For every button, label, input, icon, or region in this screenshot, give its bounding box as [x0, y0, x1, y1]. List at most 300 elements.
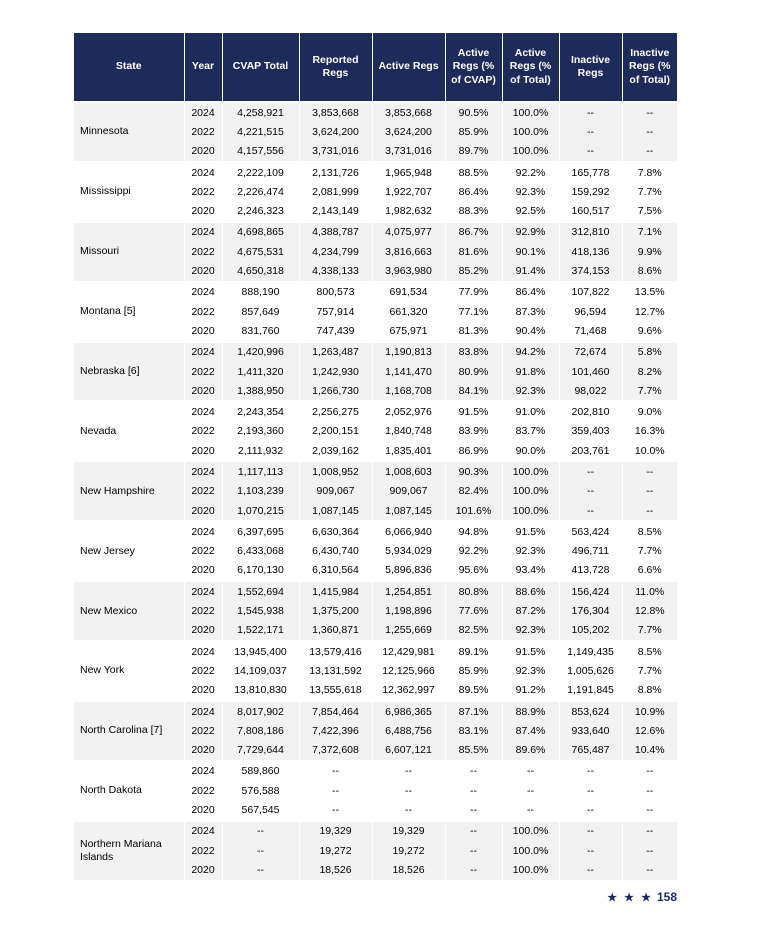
table-cell: 3,731,016 — [372, 142, 445, 162]
table-cell: 2020 — [184, 800, 222, 820]
table-cell: 19,272 — [372, 841, 445, 860]
table-cell: 203,761 — [559, 441, 622, 461]
table-cell: 1,411,320 — [222, 362, 299, 381]
column-header: Inactive Regs (% of Total) — [622, 33, 677, 102]
table-cell: -- — [622, 781, 677, 800]
state-group — [74, 701, 677, 761]
table-cell: 81.6% — [445, 242, 502, 261]
table-cell: 12.8% — [622, 601, 677, 620]
table-cell: 4,157,556 — [222, 142, 299, 162]
table-cell: 91.5% — [502, 521, 559, 541]
table-cell: 2024 — [184, 222, 222, 242]
table-cell: 1,117,113 — [222, 461, 299, 481]
table-cell: 83.8% — [445, 342, 502, 362]
table-cell: 92.3% — [502, 381, 559, 401]
table-row — [74, 222, 677, 242]
table-cell: 3,853,668 — [372, 102, 445, 122]
table-cell: 13.5% — [622, 282, 677, 302]
table-cell: 1,087,145 — [372, 501, 445, 521]
table-cell: 86.9% — [445, 441, 502, 461]
table-cell: 13,131,592 — [299, 661, 372, 680]
table-cell: 1,103,239 — [222, 482, 299, 501]
table-cell: 576,588 — [222, 781, 299, 800]
table-cell: 86.4% — [502, 282, 559, 302]
table-cell: 91.5% — [502, 641, 559, 661]
table-cell: -- — [222, 841, 299, 860]
table-cell: 1,141,470 — [372, 362, 445, 381]
table-cell: 100.0% — [502, 461, 559, 481]
table-cell: -- — [299, 781, 372, 800]
table-cell: 12,362,997 — [372, 681, 445, 701]
state-name: Montana [5] — [74, 282, 184, 342]
table-cell: 1,982,632 — [372, 201, 445, 221]
table-row — [74, 701, 677, 721]
state-group — [74, 821, 677, 880]
table-cell: 3,624,200 — [372, 122, 445, 141]
table-cell: 7.1% — [622, 222, 677, 242]
table-cell: -- — [445, 860, 502, 879]
table-cell: 2022 — [184, 122, 222, 141]
table-cell: 14,109,037 — [222, 661, 299, 680]
table-cell: -- — [622, 860, 677, 879]
column-header: Year — [184, 33, 222, 102]
table-cell: 8.5% — [622, 521, 677, 541]
table-cell: -- — [445, 761, 502, 781]
table-cell: 88.6% — [502, 581, 559, 601]
column-header: Inactive Regs — [559, 33, 622, 102]
table-cell: 7.7% — [622, 381, 677, 401]
table-cell: 91.4% — [502, 261, 559, 281]
table-cell: 4,234,799 — [299, 242, 372, 261]
table-cell: 1,522,171 — [222, 621, 299, 641]
table-cell: 87.1% — [445, 701, 502, 721]
table-cell: 1,266,730 — [299, 381, 372, 401]
table-cell: 101,460 — [559, 362, 622, 381]
table-cell: 6,630,364 — [299, 521, 372, 541]
table-cell: 6,066,940 — [372, 521, 445, 541]
table-cell: 100.0% — [502, 102, 559, 122]
table-cell: 16.3% — [622, 422, 677, 441]
column-header: Active Regs — [372, 33, 445, 102]
state-name: Minnesota — [74, 102, 184, 162]
table-cell: 4,675,531 — [222, 242, 299, 261]
table-cell: 6,310,564 — [299, 561, 372, 581]
state-name: New Hampshire — [74, 461, 184, 521]
table-cell: 4,221,515 — [222, 122, 299, 141]
table-cell: 2024 — [184, 641, 222, 661]
table-cell: 2,143,149 — [299, 201, 372, 221]
table-cell: 2,246,323 — [222, 201, 299, 221]
table-cell: 2020 — [184, 621, 222, 641]
table-cell: 909,067 — [299, 482, 372, 501]
table-cell: -- — [559, 501, 622, 521]
table-cell: 7,422,396 — [299, 721, 372, 740]
table-cell: 8.2% — [622, 362, 677, 381]
table-cell: 7.7% — [622, 542, 677, 561]
table-cell: 88.9% — [502, 701, 559, 721]
table-cell: 2,081,999 — [299, 182, 372, 201]
table-cell: 359,403 — [559, 422, 622, 441]
table-cell: -- — [622, 800, 677, 820]
table-cell: 1,375,200 — [299, 601, 372, 620]
table-cell: 5.8% — [622, 342, 677, 362]
state-group — [74, 401, 677, 461]
table-cell: -- — [372, 761, 445, 781]
table-cell: 1,087,145 — [299, 501, 372, 521]
table-cell: -- — [622, 761, 677, 781]
state-group — [74, 162, 677, 222]
table-cell: 85.9% — [445, 122, 502, 141]
table-cell: 13,945,400 — [222, 641, 299, 661]
table-cell: 92.3% — [502, 182, 559, 201]
table-cell: 3,853,668 — [299, 102, 372, 122]
table-cell: 1,198,896 — [372, 601, 445, 620]
state-name: New York — [74, 641, 184, 701]
table-cell: 83.7% — [502, 422, 559, 441]
table-cell: 1,005,626 — [559, 661, 622, 680]
table-cell: 7.8% — [622, 162, 677, 182]
table-cell: 4,698,865 — [222, 222, 299, 242]
table-cell: 100.0% — [502, 482, 559, 501]
state-group — [74, 342, 677, 402]
table-cell: 857,649 — [222, 302, 299, 321]
table-cell: 91.8% — [502, 362, 559, 381]
table-cell: 2020 — [184, 561, 222, 581]
table-cell: 1,835,401 — [372, 441, 445, 461]
table-cell: 2,131,726 — [299, 162, 372, 182]
table-cell: 92.3% — [502, 661, 559, 680]
page-footer — [607, 890, 677, 904]
column-header: Reported Regs — [299, 33, 372, 102]
table-cell: -- — [559, 142, 622, 162]
table-cell: -- — [559, 800, 622, 820]
table-cell: 159,292 — [559, 182, 622, 201]
table-cell: 90.3% — [445, 461, 502, 481]
table-cell: -- — [622, 102, 677, 122]
table-cell: 2022 — [184, 601, 222, 620]
table-cell: 2020 — [184, 501, 222, 521]
table-cell: 6,488,756 — [372, 721, 445, 740]
table-cell: 81.3% — [445, 321, 502, 341]
table-cell: 1,420,996 — [222, 342, 299, 362]
table-cell: 7,854,464 — [299, 701, 372, 721]
table-cell: 176,304 — [559, 601, 622, 620]
table-cell: 10.4% — [622, 741, 677, 761]
table-cell: -- — [299, 800, 372, 820]
table-cell: 1,008,603 — [372, 461, 445, 481]
table-cell: 202,810 — [559, 401, 622, 421]
table-cell: 675,971 — [372, 321, 445, 341]
header-row — [74, 33, 677, 102]
table-cell: 1,388,950 — [222, 381, 299, 401]
table-cell: 100.0% — [502, 821, 559, 841]
table-cell: 2,193,360 — [222, 422, 299, 441]
table-cell: -- — [559, 102, 622, 122]
table-cell: 4,650,318 — [222, 261, 299, 281]
table-cell: 85.2% — [445, 261, 502, 281]
table-cell: -- — [502, 781, 559, 800]
registration-table — [74, 33, 677, 880]
table-cell: 1,254,851 — [372, 581, 445, 601]
table-cell: 1,191,845 — [559, 681, 622, 701]
table-cell: 6,433,068 — [222, 542, 299, 561]
table-row — [74, 461, 677, 481]
table-cell: 2024 — [184, 282, 222, 302]
table-cell: 3,731,016 — [299, 142, 372, 162]
table-cell: 19,329 — [372, 821, 445, 841]
table-cell: 888,190 — [222, 282, 299, 302]
table-cell: 7,372,608 — [299, 741, 372, 761]
table-cell: -- — [559, 841, 622, 860]
table-cell: 312,810 — [559, 222, 622, 242]
table-cell: 94.8% — [445, 521, 502, 541]
table-cell: 2,243,354 — [222, 401, 299, 421]
table-cell: 2022 — [184, 302, 222, 321]
table-cell: 100.0% — [502, 860, 559, 879]
table-cell: 2022 — [184, 542, 222, 561]
state-name: Nebraska [6] — [74, 342, 184, 402]
table-cell: -- — [372, 800, 445, 820]
table-cell: 107,822 — [559, 282, 622, 302]
table-cell: 2020 — [184, 860, 222, 879]
table-cell: 89.7% — [445, 142, 502, 162]
table-cell: 96,594 — [559, 302, 622, 321]
table-cell: 12,429,981 — [372, 641, 445, 661]
table-cell: 13,555,618 — [299, 681, 372, 701]
table-cell: 2022 — [184, 482, 222, 501]
table-cell: 2020 — [184, 381, 222, 401]
table-cell: 6,430,740 — [299, 542, 372, 561]
table-cell: 2024 — [184, 761, 222, 781]
table-cell: 2024 — [184, 401, 222, 421]
table-cell: 2024 — [184, 581, 222, 601]
table-cell: 2020 — [184, 261, 222, 281]
state-name: Northern Mariana Islands — [74, 821, 184, 880]
table-cell: 94.2% — [502, 342, 559, 362]
table-cell: 2020 — [184, 681, 222, 701]
table-cell: 3,624,200 — [299, 122, 372, 141]
table-cell: -- — [622, 841, 677, 860]
table-cell: 84.1% — [445, 381, 502, 401]
table-cell: 413,728 — [559, 561, 622, 581]
state-name: Mississippi — [74, 162, 184, 222]
table-cell: 1,840,748 — [372, 422, 445, 441]
table-cell: -- — [445, 800, 502, 820]
table-cell: 86.7% — [445, 222, 502, 242]
table-cell: 7,808,186 — [222, 721, 299, 740]
table-row — [74, 342, 677, 362]
table-cell: 7,729,644 — [222, 741, 299, 761]
table-cell: 3,963,980 — [372, 261, 445, 281]
table-cell: 100.0% — [502, 501, 559, 521]
table-cell: 9.6% — [622, 321, 677, 341]
table-cell: -- — [299, 761, 372, 781]
table-cell: -- — [622, 501, 677, 521]
table-cell: 1,070,215 — [222, 501, 299, 521]
table-cell: 2,039,162 — [299, 441, 372, 461]
table-cell: 1,190,813 — [372, 342, 445, 362]
table-cell: 18,526 — [299, 860, 372, 879]
table-cell: 82.5% — [445, 621, 502, 641]
table-cell: 6.6% — [622, 561, 677, 581]
table-cell: -- — [222, 821, 299, 841]
table-cell: 12,125,966 — [372, 661, 445, 680]
state-name: North Carolina [7] — [74, 701, 184, 761]
table-cell: 83.1% — [445, 721, 502, 740]
table-cell: 98,022 — [559, 381, 622, 401]
table-cell: 7.7% — [622, 182, 677, 201]
table-cell: 853,624 — [559, 701, 622, 721]
table-cell: 90.1% — [502, 242, 559, 261]
table-cell: 2020 — [184, 441, 222, 461]
table-cell: -- — [445, 781, 502, 800]
table-cell: 8.5% — [622, 641, 677, 661]
table-cell: 1,168,708 — [372, 381, 445, 401]
table-cell: 496,711 — [559, 542, 622, 561]
table-cell: 7.7% — [622, 621, 677, 641]
table-cell: 1,415,984 — [299, 581, 372, 601]
table-cell: 2024 — [184, 701, 222, 721]
table-cell: 82.4% — [445, 482, 502, 501]
table-cell: 2022 — [184, 661, 222, 680]
table-cell: 92.9% — [502, 222, 559, 242]
table-cell: 757,914 — [299, 302, 372, 321]
table-cell: 2,052,976 — [372, 401, 445, 421]
table-cell: 8,017,902 — [222, 701, 299, 721]
state-group — [74, 282, 677, 342]
table-cell: 374,153 — [559, 261, 622, 281]
table-cell: 19,272 — [299, 841, 372, 860]
table-cell: 2024 — [184, 821, 222, 841]
table-cell: 13,579,416 — [299, 641, 372, 661]
state-name: Missouri — [74, 222, 184, 282]
table-cell: 1,263,487 — [299, 342, 372, 362]
table-cell: -- — [222, 860, 299, 879]
state-group — [74, 581, 677, 641]
table-cell: 2,222,109 — [222, 162, 299, 182]
table-cell: 77.6% — [445, 601, 502, 620]
table-cell: 5,934,029 — [372, 542, 445, 561]
table-cell: 95.6% — [445, 561, 502, 581]
table-cell: 2024 — [184, 342, 222, 362]
table-cell: 3,816,663 — [372, 242, 445, 261]
table-cell: 89.1% — [445, 641, 502, 661]
table-cell: 4,338,133 — [299, 261, 372, 281]
page-number: 158 — [656, 890, 677, 904]
table-cell: 2020 — [184, 741, 222, 761]
table-cell: 563,424 — [559, 521, 622, 541]
table-cell: 2022 — [184, 422, 222, 441]
table-cell: 933,640 — [559, 721, 622, 740]
table-cell: 19,329 — [299, 821, 372, 841]
table-cell: -- — [502, 761, 559, 781]
table-cell: -- — [622, 821, 677, 841]
table-cell: -- — [622, 482, 677, 501]
state-group — [74, 521, 677, 581]
table-cell: 800,573 — [299, 282, 372, 302]
table-row — [74, 821, 677, 841]
table-cell: 87.4% — [502, 721, 559, 740]
table-cell: 2022 — [184, 362, 222, 381]
table-cell: 80.8% — [445, 581, 502, 601]
table-cell: 92.3% — [502, 542, 559, 561]
table-cell: 92.2% — [445, 542, 502, 561]
table-cell: -- — [622, 122, 677, 141]
table-cell: 100.0% — [502, 122, 559, 141]
table-cell: -- — [559, 781, 622, 800]
table-cell: -- — [559, 482, 622, 501]
table-cell: 165,778 — [559, 162, 622, 182]
table-cell: 85.9% — [445, 661, 502, 680]
table-cell: 765,487 — [559, 741, 622, 761]
table-cell: 93.4% — [502, 561, 559, 581]
state-group — [74, 761, 677, 821]
table-cell: 8.6% — [622, 261, 677, 281]
table-cell: 2,256,275 — [299, 401, 372, 421]
table-cell: 589,860 — [222, 761, 299, 781]
table-cell: 12.7% — [622, 302, 677, 321]
table-cell: 6,607,121 — [372, 741, 445, 761]
table-cell: 2022 — [184, 781, 222, 800]
star-icon: ★ ★ ★ — [607, 892, 653, 904]
table-cell: 2020 — [184, 321, 222, 341]
table-cell: 88.3% — [445, 201, 502, 221]
state-name: New Jersey — [74, 521, 184, 581]
table-cell: -- — [559, 761, 622, 781]
table-cell: 2,111,932 — [222, 441, 299, 461]
table-cell: 12.6% — [622, 721, 677, 740]
table-cell: 10.9% — [622, 701, 677, 721]
table-cell: 80.9% — [445, 362, 502, 381]
table-cell: 88.5% — [445, 162, 502, 182]
table-cell: 2024 — [184, 461, 222, 481]
table-cell: 4,258,921 — [222, 102, 299, 122]
table-cell: 89.5% — [445, 681, 502, 701]
table-cell: 5,896,836 — [372, 561, 445, 581]
table-cell: 100.0% — [502, 142, 559, 162]
table-cell: 90.0% — [502, 441, 559, 461]
table-cell: 11.0% — [622, 581, 677, 601]
table-cell: -- — [622, 142, 677, 162]
table-cell: 1,922,707 — [372, 182, 445, 201]
column-header: State — [74, 33, 184, 102]
table-cell: 1,149,435 — [559, 641, 622, 661]
table-cell: -- — [445, 841, 502, 860]
column-header: Active Regs (% of CVAP) — [445, 33, 502, 102]
table-cell: 691,534 — [372, 282, 445, 302]
table-cell: 85.5% — [445, 741, 502, 761]
table-cell: 101.6% — [445, 501, 502, 521]
table-cell: 2022 — [184, 721, 222, 740]
table-header — [74, 33, 677, 102]
state-group — [74, 102, 677, 162]
table-cell: 1,360,871 — [299, 621, 372, 641]
table-cell: 1,008,952 — [299, 461, 372, 481]
table-cell: 747,439 — [299, 321, 372, 341]
table-cell: -- — [445, 821, 502, 841]
table-cell: 2022 — [184, 182, 222, 201]
state-name: North Dakota — [74, 761, 184, 821]
table-cell: 9.9% — [622, 242, 677, 261]
table-cell: 2,200,151 — [299, 422, 372, 441]
table-cell: 92.3% — [502, 621, 559, 641]
table-cell: 160,517 — [559, 201, 622, 221]
table-cell: 156,424 — [559, 581, 622, 601]
table-cell: 9.0% — [622, 401, 677, 421]
table-cell: 92.5% — [502, 201, 559, 221]
state-name: New Mexico — [74, 581, 184, 641]
table-cell: 661,320 — [372, 302, 445, 321]
